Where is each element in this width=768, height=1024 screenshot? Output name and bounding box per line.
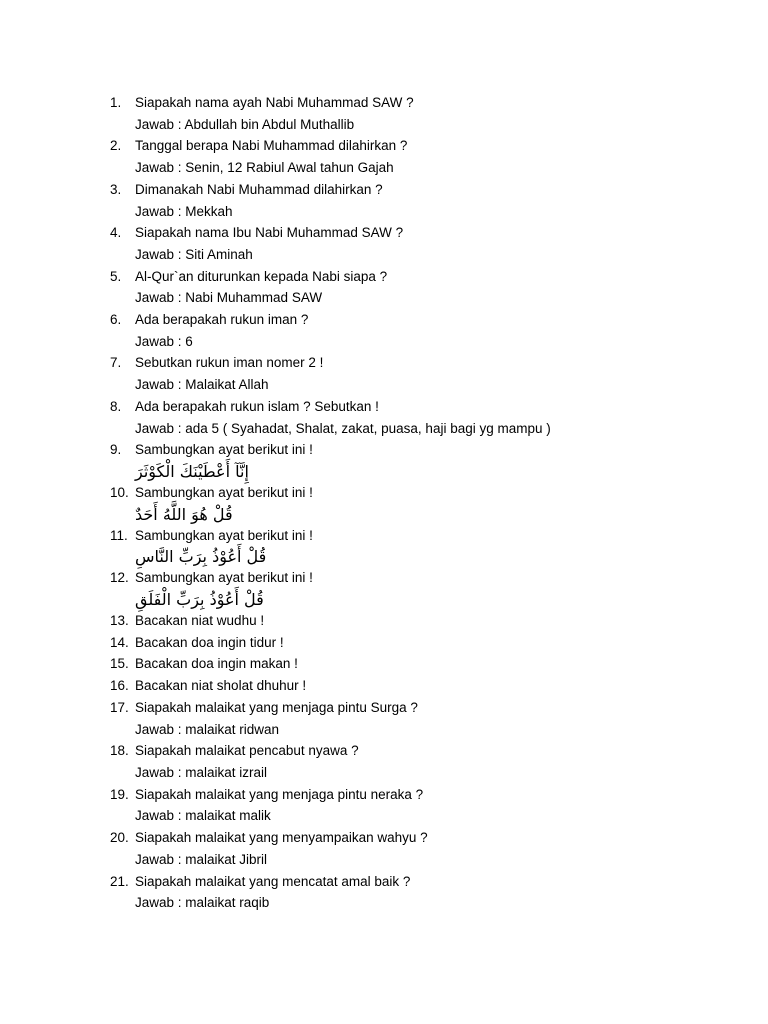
answer-text: Jawab : Siti Aminah bbox=[135, 246, 253, 262]
answer-text: Jawab : Nabi Muhammad SAW bbox=[135, 290, 323, 306]
question-number: 20. bbox=[110, 830, 129, 846]
question-item bbox=[112, 222, 732, 265]
question-text: Siapakah malaikat yang menyampaikan wahyu ? bbox=[135, 830, 428, 846]
question-item bbox=[112, 653, 732, 675]
answer-text: Jawab : 6 bbox=[135, 333, 193, 349]
question-text: Dimanakah Nabi Muhammad dilahirkan ? bbox=[135, 181, 383, 197]
question-text: Siapakah malaikat yang menjaga pintu neraka ? bbox=[135, 786, 424, 802]
arabic-verse-row bbox=[135, 546, 732, 567]
question-item bbox=[112, 610, 732, 632]
question-item bbox=[112, 179, 732, 222]
arabic-verse: إِنَّآ أَعْطَيْنَكَ الْكَوْثَرَ bbox=[135, 461, 249, 481]
question-number: 21. bbox=[110, 873, 129, 889]
question-number: 14. bbox=[110, 634, 129, 650]
question-item bbox=[112, 675, 732, 697]
answer-text: Jawab : malaikat izrail bbox=[135, 764, 268, 780]
question-text: Tanggal berapa Nabi Muhammad dilahirkan ? bbox=[135, 138, 408, 154]
question-text: Ada berapakah rukun iman ? bbox=[135, 312, 309, 328]
question-text: Siapakah malaikat yang mencatat amal baik ? bbox=[135, 873, 411, 889]
answer-text: Jawab : Malaikat Allah bbox=[135, 377, 269, 393]
question-item bbox=[112, 92, 732, 135]
question-text: Bacakan niat wudhu ! bbox=[135, 613, 265, 629]
question-text: Siapakah nama Ibu Nabi Muhammad SAW ? bbox=[135, 225, 404, 241]
question-number: 9. bbox=[110, 442, 122, 458]
question-item bbox=[112, 266, 732, 309]
answer-text: Jawab : malaikat raqib bbox=[135, 895, 270, 911]
question-item bbox=[112, 827, 732, 870]
arabic-verse: قُلْ أَعُوْذُ بِرَبِّ الْفَلَقِ bbox=[135, 590, 264, 610]
answer-text: Jawab : malaikat ridwan bbox=[135, 721, 280, 737]
question-item bbox=[112, 135, 732, 178]
question-text: Bacakan doa ingin makan ! bbox=[135, 656, 298, 672]
question-text: Sebutkan rukun iman nomer 2 ! bbox=[135, 355, 324, 371]
question-number: 2. bbox=[110, 138, 122, 154]
question-number: 5. bbox=[110, 268, 122, 284]
answer-text: Jawab : Abdullah bin Abdul Muthallib bbox=[135, 116, 355, 132]
question-item bbox=[112, 740, 732, 783]
answer-text: Jawab : malaikat Jibril bbox=[135, 851, 268, 867]
question-number: 13. bbox=[110, 613, 129, 629]
question-item bbox=[112, 352, 732, 395]
question-text: Al-Qur`an diturunkan kepada Nabi siapa ? bbox=[135, 268, 388, 284]
question-number: 18. bbox=[110, 743, 129, 759]
question-number: 15. bbox=[110, 656, 129, 672]
question-text: Sambungkan ayat berikut ini ! bbox=[135, 442, 313, 458]
question-number: 16. bbox=[110, 678, 129, 694]
question-text: Siapakah malaikat pencabut nyawa ? bbox=[135, 743, 359, 759]
question-number: 1. bbox=[110, 95, 122, 110]
question-number: 17. bbox=[110, 699, 129, 715]
question-number: 8. bbox=[110, 398, 122, 414]
answer-text: Jawab : Senin, 12 Rabiul Awal tahun Gajah bbox=[135, 160, 394, 176]
question-item bbox=[112, 567, 732, 610]
question-number: 11. bbox=[110, 527, 128, 543]
question-item bbox=[112, 697, 732, 740]
question-number: 12. bbox=[110, 570, 129, 586]
question-item bbox=[112, 396, 732, 439]
answer-text: Jawab : Mekkah bbox=[135, 203, 233, 219]
question-item bbox=[112, 309, 732, 352]
question-text: Ada berapakah rukun islam ? Sebutkan ! bbox=[135, 398, 379, 414]
question-number: 4. bbox=[110, 225, 122, 241]
answer-text: Jawab : malaikat malik bbox=[135, 808, 271, 824]
arabic-verse-row bbox=[135, 589, 732, 610]
question-text: Bacakan niat sholat dhuhur ! bbox=[135, 678, 307, 694]
question-item bbox=[112, 439, 732, 482]
question-number: 6. bbox=[110, 312, 122, 328]
answer-text: Jawab : ada 5 ( Syahadat, Shalat, zakat, puasa, haji bagi yg mampu ) bbox=[135, 420, 551, 436]
question-item bbox=[112, 784, 732, 827]
question-item bbox=[112, 482, 732, 525]
question-number: 3. bbox=[110, 181, 122, 197]
question-item bbox=[112, 871, 732, 914]
question-item bbox=[112, 525, 732, 568]
question-text: Sambungkan ayat berikut ini ! bbox=[135, 527, 313, 543]
question-number: 10. bbox=[110, 484, 129, 500]
question-text: Sambungkan ayat berikut ini ! bbox=[135, 484, 313, 500]
arabic-verse-row bbox=[135, 504, 732, 525]
question-list bbox=[112, 92, 732, 914]
question-text: Bacakan doa ingin tidur ! bbox=[135, 634, 284, 650]
question-number: 7. bbox=[110, 355, 122, 371]
arabic-verse-row bbox=[135, 461, 732, 482]
question-text: Siapakah nama ayah Nabi Muhammad SAW ? bbox=[135, 95, 414, 110]
question-number: 19. bbox=[110, 786, 129, 802]
question-text: Siapakah malaikat yang menjaga pintu Surga ? bbox=[135, 699, 418, 715]
arabic-verse: قُلْ هُوَ اللَّهُ أَحَدٌ bbox=[135, 504, 233, 524]
question-text: Sambungkan ayat berikut ini ! bbox=[135, 570, 313, 586]
question-item bbox=[112, 632, 732, 654]
arabic-verse: قُلْ أَعُوْذُ بِرَبِّ النَّاسِ bbox=[135, 547, 267, 567]
